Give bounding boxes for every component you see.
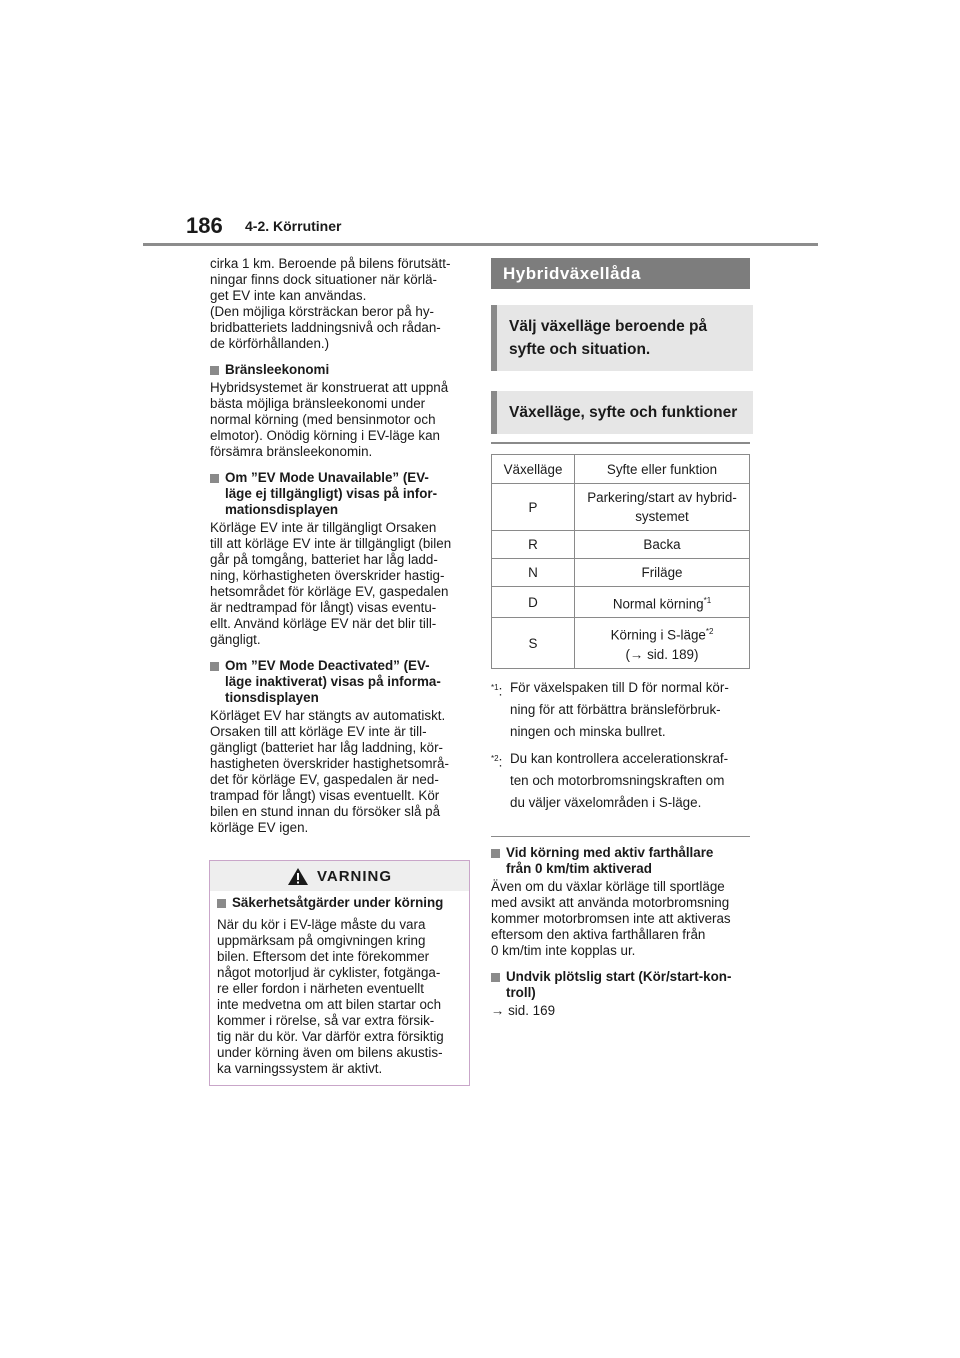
- gear-code: P: [492, 484, 575, 531]
- subtitle-banner: Välj växelläge beroende på syfte och situation.: [491, 305, 753, 371]
- section-fuel-economy: [210, 362, 472, 460]
- table-title-banner: Växelläge, syfte och funktioner: [491, 391, 753, 434]
- section-ev-deactivated: [210, 658, 472, 836]
- warning-triangle-icon: [287, 867, 309, 886]
- warning-label: VARNING: [316, 867, 393, 885]
- table-row: [492, 559, 750, 587]
- table-row: [492, 587, 750, 618]
- gear-purpose: Friläge: [575, 559, 750, 587]
- gear-purpose: Körning i S-läge: [610, 627, 706, 643]
- section-divider: [491, 836, 750, 837]
- bullet-square-icon: [491, 973, 500, 982]
- section-heading: Bränsleekonomi: [225, 362, 330, 377]
- left-column: [210, 256, 472, 846]
- footnote-text: Du kan kontrollera accelerationskraf- ten och motorbromsningskraften om du väljer växelområden i S-läge.: [510, 750, 729, 810]
- section-heading: Vid körning med aktiv farthållare från 0 km/tim aktiverad: [506, 844, 714, 876]
- gear-purpose: Normal körning: [612, 596, 704, 612]
- section-ev-unavailable: [210, 470, 472, 648]
- bullet-square-icon: [210, 474, 219, 483]
- footnote-ref: *2: [705, 627, 714, 637]
- gear-code: N: [492, 559, 575, 587]
- gear-code: D: [492, 587, 575, 618]
- intro-paragraph: cirka 1 km. Beroende på bilens förutsätt- ningar finns dock situationer när körlä- get EV inte kan användas. (Den möjliga körsträckan beror på hy- bridbatteriets laddningsnivå och rådan- de körförhållanden.): [210, 256, 451, 351]
- bullet-square-icon: [491, 849, 500, 858]
- gear-purpose: Backa: [575, 531, 750, 559]
- warning-box: [209, 860, 470, 1086]
- gear-purpose: Parkering/start av hybrid- systemet: [575, 484, 750, 531]
- table-divider: [491, 442, 750, 444]
- header-divider: [143, 243, 818, 246]
- footnote-ref: *1: [703, 596, 712, 605]
- section-heading: Om ”EV Mode Deactivated” (EV- läge inaktiverat) visas på informa- tionsdisplayen: [225, 658, 441, 705]
- section-text: Körläget EV har stängts av automatiskt. Orsaken till att körläge EV inte är till- gängligt (batteriet har låg laddning, kör- hastigheten överskrider hastighetsområ- det för körläge EV, gaspedalen är ned- trampad för långt) visas eventuellt. Kör bilen en stund innan du försöker slå på körläge EV igen.: [210, 708, 449, 835]
- footnote: $^{*1}$: För växelspaken till D för normal kör- ning för att förbättra bränsleförbruk- ningen och minska bullret.: [491, 677, 753, 743]
- gear-code: S: [492, 618, 575, 668]
- column-header: Växelläge: [492, 455, 575, 484]
- section-text: Hybridsystemet är konstruerat att uppnå bästa möjliga bränsleekonomi under normal körning (med bensinmotor och elmotor). Onödig körning i EV-läge kan försämra bränsleekonomin.: [210, 380, 449, 459]
- footnote-mark: *1: [491, 682, 499, 692]
- page-reference-link[interactable]: (→ sid. 189): [625, 646, 699, 662]
- warning-text: När du kör i EV-läge måste du vara uppmärksam på omgivningen kring bilen. Eftersom det inte förekommer något motorljud är cyklister, fotgänga- re eller fordon i närheten eventuellt inte medvetna om att bilen startar och kommer i rörelse, så var extra försik- tig när du kör. Var därför extra försiktig under körning även om bilens akustis- ka varningssystem är aktivt.: [217, 917, 444, 1076]
- table-row: [492, 531, 750, 559]
- section-sudden-start: [491, 969, 753, 1019]
- table-row: [492, 484, 750, 531]
- bullet-square-icon: [217, 899, 226, 908]
- table-row: [492, 618, 750, 668]
- section-heading: Om ”EV Mode Unavailable” (EV- läge ej tillgängligt) visas på infor- mationsdisplayen: [225, 470, 438, 517]
- chapter-banner: Hybridväxellåda: [491, 258, 750, 289]
- bullet-square-icon: [210, 662, 219, 671]
- warning-header: [210, 861, 469, 891]
- section-title: 4-2. Körrutiner: [245, 218, 342, 234]
- footnote-text: För växelspaken till D för normal kör- ning för att förbättra bränsleförbruk- ningen och minska bullret.: [510, 679, 729, 739]
- warning-heading: Säkerhetsåtgärder under körning: [232, 895, 444, 910]
- column-header: Syfte eller funktion: [575, 455, 750, 484]
- gear-code: R: [492, 531, 575, 559]
- section-text: Även om du växlar körläge till sportläge med avsikt att använda motorbromsning kommer motorbromsen inte att aktiveras eftersom den aktiva farthållaren från 0 km/tim inte kopplas ur.: [491, 878, 731, 958]
- footnote: $^{*2}$: Du kan kontrollera accelerationskraf- ten och motorbromsningskraften om du väljer växelområden i S-läge.: [491, 748, 753, 814]
- section-cruise-control: [491, 845, 753, 959]
- right-column: [491, 258, 753, 1029]
- section-text: Körläge EV inte är tillgängligt Orsaken till att körläge EV inte är tillgängligt (bilen går på tomgång, batteriet har låg ladd- ning, körhastigheten överskrider hastig- hetsområdet för körläge EV, gaspedalen är nedtrampad för långt) visas eventu- ellt. Använd körläge EV när det blir till- gängligt.: [210, 520, 452, 647]
- page-number: 186: [186, 213, 223, 238]
- page-reference-link[interactable]: → sid. 169: [491, 1002, 556, 1018]
- footnote-mark: *2: [491, 753, 499, 763]
- table-header-row: [492, 455, 750, 484]
- gear-table: [491, 454, 750, 669]
- section-heading: Undvik plötslig start (Kör/start-kon- troll): [506, 968, 732, 1000]
- bullet-square-icon: [210, 366, 219, 375]
